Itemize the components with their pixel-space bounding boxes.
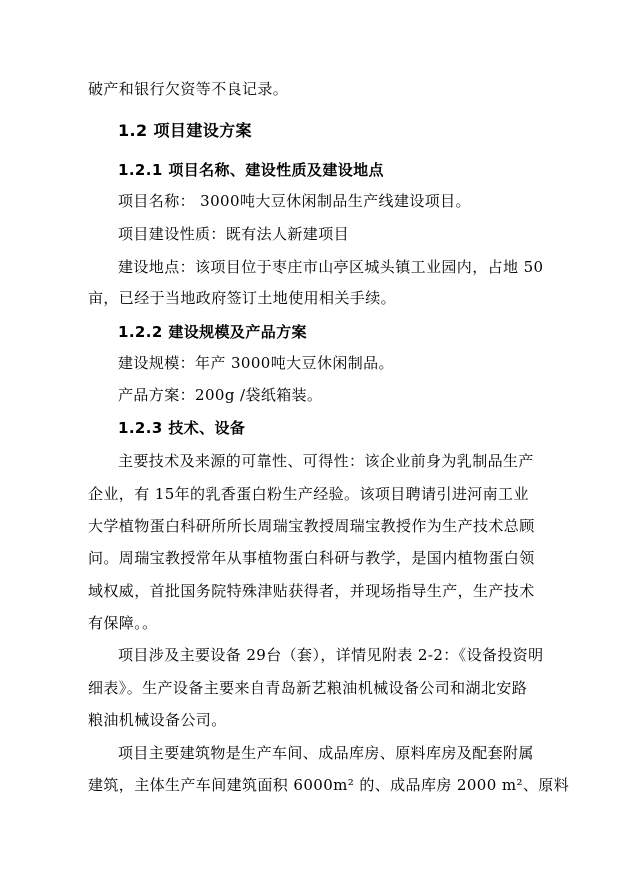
subsection-heading: 1.2.1 项目名称、建设性质及建设地点 <box>118 161 384 179</box>
body-text-line: 细表》。生产设备主要来自青岛新艺粮油机械设备公司和湖北安路 <box>88 679 528 697</box>
body-text-line: 产品方案：200g /袋纸箱装。 <box>118 386 323 404</box>
body-text-line: 有保障。。 <box>88 614 158 632</box>
body-text-line: 项目名称： 3000吨大豆休闲制品生产线建设项目。 <box>118 192 471 210</box>
body-text-line: 粮油机械设备公司。 <box>88 711 227 729</box>
subsection-heading: 1.2.3 技术、设备 <box>118 419 246 437</box>
body-text-line: 大学植物蛋白科研所所长周瑞宝教授周瑞宝教授作为生产技术总顾 <box>88 517 535 535</box>
section-heading: 1.2 项目建设方案 <box>118 121 252 140</box>
body-text-line: 企业，有 15年的乳香蛋白粉生产经验。该项目聘请引进河南工业 <box>88 485 529 503</box>
body-text-line: 域权威，首批国务院特殊津贴获得者，并现场指导生产，生产技术 <box>88 582 535 600</box>
body-text-line: 项目建设性质：既有法人新建项目 <box>118 225 350 243</box>
body-text-line: 破产和银行欠资等不良记录。 <box>88 80 289 98</box>
body-text-line: 主要技术及来源的可靠性、可得性：该企业前身为乳制品生产 <box>118 452 534 470</box>
body-text-line: 建筑，主体生产车间建筑面积 6000m² 的、成品库房 2000 m²、原料 <box>88 776 570 794</box>
body-text-line: 亩，已经于当地政府签订土地使用相关手续。 <box>88 289 397 307</box>
body-text-line: 建设规模：年产 3000吨大豆休闲制品。 <box>118 354 394 372</box>
subsection-heading: 1.2.2 建设规模及产品方案 <box>118 323 307 341</box>
body-text-line: 问。周瑞宝教授常年从事植物蛋白科研与教学，是国内植物蛋白领 <box>88 549 535 567</box>
body-text-line: 项目涉及主要设备 29台（套），详情见附表 2-2：《设备投资明 <box>118 646 544 664</box>
body-text-line: 项目主要建筑物是生产车间、成品库房、原料库房及配套附属 <box>118 744 534 762</box>
body-text-line: 建设地点：该项目位于枣庄市山亭区城头镇工业园内，占地 50 <box>118 258 544 276</box>
